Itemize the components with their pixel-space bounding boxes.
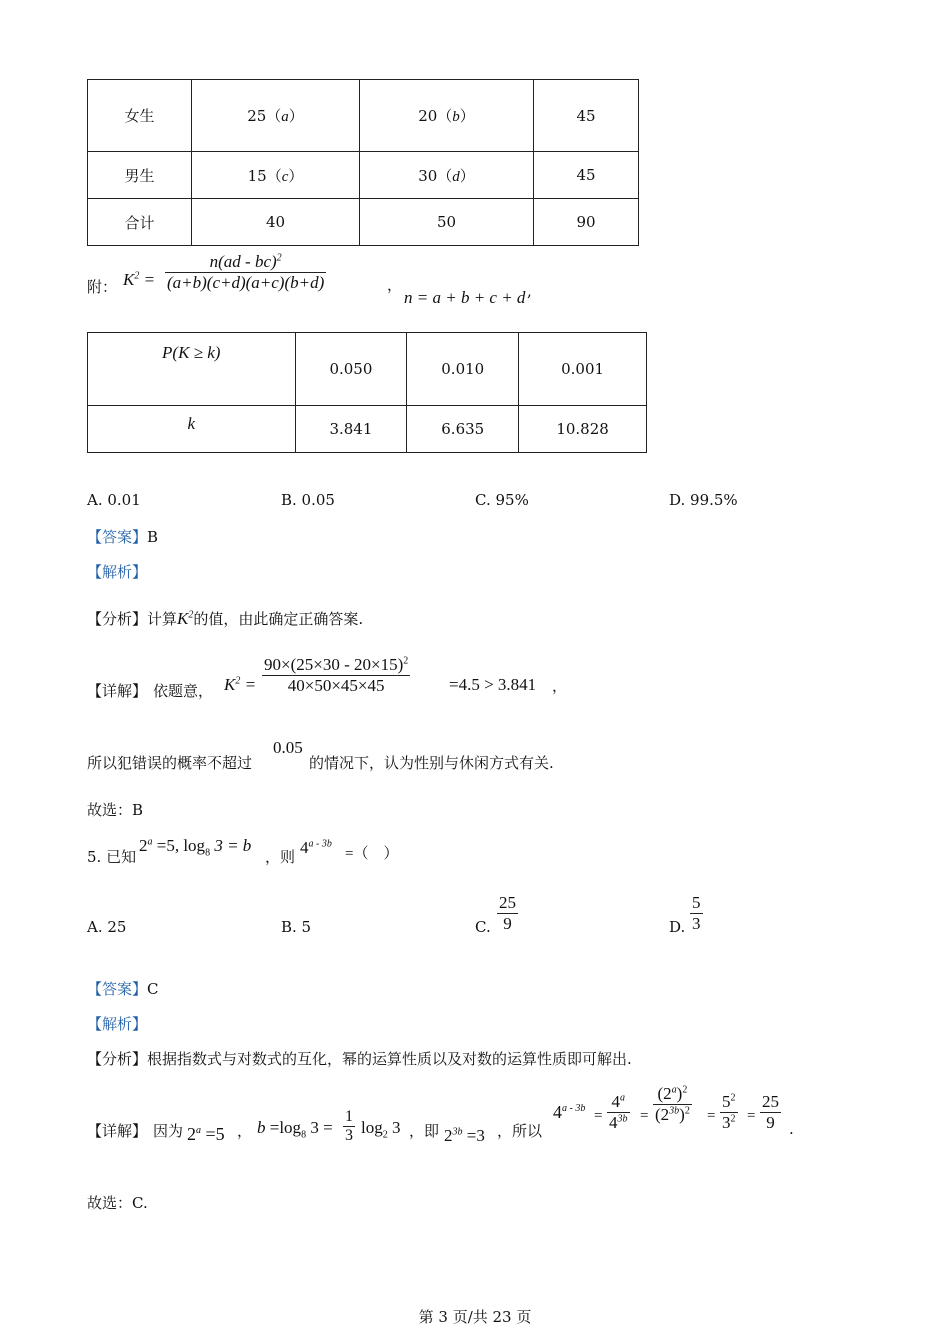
table-row bbox=[88, 80, 639, 152]
analysis-tag: 【解析】 bbox=[87, 1015, 148, 1033]
cell: 0.050 bbox=[295, 333, 407, 406]
option-c-fraction: $\frac{25}{9}$ bbox=[499, 893, 516, 933]
contingency-table bbox=[87, 79, 639, 246]
answer-line: 【答案】B bbox=[87, 528, 159, 546]
row-label: 合计 bbox=[88, 199, 192, 246]
cell: 50 bbox=[360, 199, 534, 246]
cell: 6.635 bbox=[407, 406, 519, 453]
cell: 20（b） bbox=[360, 80, 534, 152]
row-label: 女生 bbox=[88, 80, 192, 152]
cell: 3.841 bbox=[295, 406, 407, 453]
option-a: A. 25 bbox=[87, 918, 127, 936]
option-b: B. 0.05 bbox=[281, 491, 335, 509]
cell-total: 90 bbox=[534, 199, 639, 246]
cell-total: 45 bbox=[534, 80, 639, 152]
answer-line: 【答案】C bbox=[87, 980, 159, 998]
cell: 10.828 bbox=[519, 406, 647, 453]
analysis-line: 【分析】计算$K^2$的值，由此确定正确答案. bbox=[87, 609, 364, 628]
cell: 0.001 bbox=[519, 333, 647, 406]
page-footer: 第 3 页/共 23 页 bbox=[418, 1308, 532, 1326]
table-row bbox=[88, 199, 639, 246]
table-row bbox=[88, 406, 647, 453]
analysis-tag: 【解析】 bbox=[87, 563, 148, 581]
cell: 25（a） bbox=[192, 80, 360, 152]
cell: 30（d） bbox=[360, 152, 534, 199]
critical-value-table bbox=[87, 332, 647, 453]
table-row bbox=[88, 152, 639, 199]
k-label: k bbox=[88, 406, 296, 453]
option-d: D. 99.5% bbox=[669, 491, 738, 509]
probability-header: P(K ≥ k) bbox=[88, 333, 296, 406]
option-d-fraction: $\frac{5}{3}$ bbox=[692, 893, 701, 933]
analysis-line: 【分析】根据指数式与对数式的互化，幂的运算性质以及对数的运算性质即可解出. bbox=[87, 1050, 632, 1068]
row-label: 男生 bbox=[88, 152, 192, 199]
option-b: B. 5 bbox=[281, 918, 312, 936]
option-a: A. 0.01 bbox=[87, 491, 141, 509]
appendix-prefix: 附： bbox=[87, 278, 118, 296]
option-d: D. bbox=[669, 918, 686, 936]
cell: 0.010 bbox=[407, 333, 519, 406]
table-row bbox=[88, 333, 647, 406]
cell: 40 bbox=[192, 199, 360, 246]
k2-fraction: $\frac{n(ad - bc)^2}{(a+b)(c+d)(a+c)(b+d)}$ bbox=[167, 252, 325, 292]
cell: 15（c） bbox=[192, 152, 360, 199]
n-formula: n = a + b + c + d bbox=[404, 288, 526, 307]
k2-calc-fraction: $\frac{90\times(25\times 30 - 20\times 15)^2}{40\times 50\times 45\times 45}$ bbox=[264, 655, 409, 695]
option-c: C. bbox=[475, 918, 491, 936]
k2-symbol: $K^2$ = bbox=[123, 270, 156, 289]
choose-line: 故选：B bbox=[87, 801, 144, 819]
cell-total: 45 bbox=[534, 152, 639, 199]
option-c: C. 95% bbox=[475, 491, 529, 509]
choose-line: 故选：C. bbox=[87, 1194, 148, 1212]
